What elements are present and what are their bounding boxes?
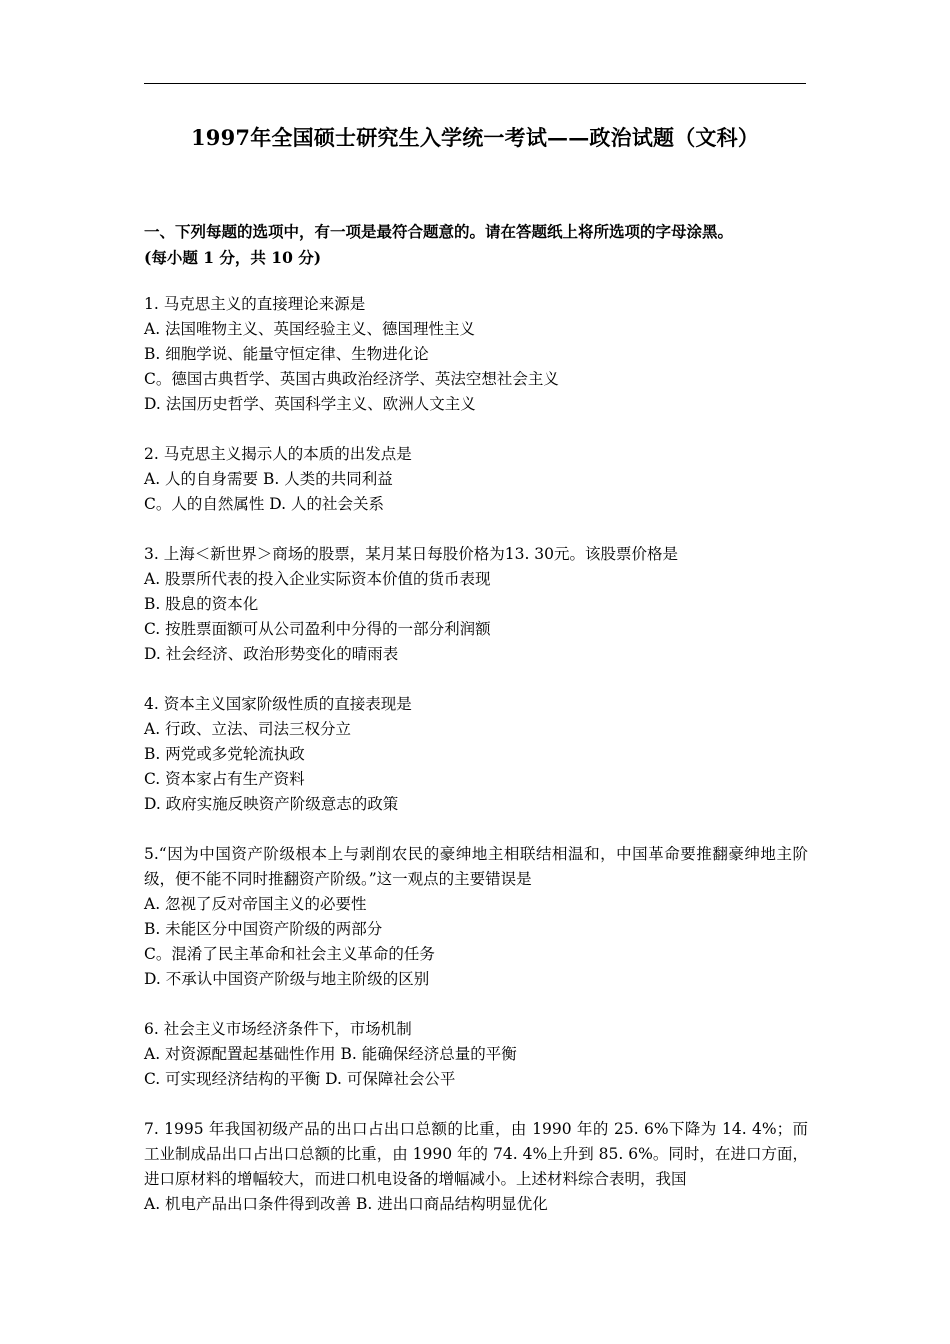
option-b: B. 两党或多党轮流执政: [144, 745, 305, 763]
option-line-ab: A. 人的自身需要 B. 人类的共同利益: [144, 470, 393, 488]
option-line-cd: C。人的自然属性 D. 人的社会关系: [144, 495, 385, 513]
instruction-line-2: (每小题 1 分，共 10 分): [144, 248, 322, 267]
option-d: D. 法国历史哲学、英国科学主义、欧洲人文主义: [144, 395, 476, 413]
question-stem: 3. 上海＜新世界＞商场的股票，某月某日每股价格为13. 30元。该股票价格是: [144, 545, 679, 563]
question-5: [144, 842, 808, 992]
instruction-line-1: 一、下列每题的选项中，有一项是最符合题意的。请在答题纸上将所选项的字母涂黑。: [144, 222, 734, 241]
question-4: [144, 692, 808, 817]
option-d: D. 政府实施反映资产阶级意志的政策: [144, 795, 399, 813]
question-stem: 1. 马克思主义的直接理论来源是: [144, 295, 366, 313]
option-a: A. 股票所代表的投入企业实际资本价值的货币表现: [144, 570, 491, 588]
option-b: B. 细胞学说、能量守恒定律、生物进化论: [144, 345, 429, 363]
option-b: B. 股息的资本化: [144, 595, 259, 613]
option-line-ab: A. 机电产品出口条件得到改善 B. 进出口商品结构明显优化: [144, 1195, 548, 1213]
option-c: C. 按胜票面额可从公司盈利中分得的一部分利润额: [144, 620, 491, 638]
question-stem: 6. 社会主义市场经济条件下，市场机制: [144, 1020, 412, 1038]
option-c: C。混淆了民主革命和社会主义革命的任务: [144, 945, 435, 963]
question-1: [144, 292, 808, 417]
question-stem: 2. 马克思主义揭示人的本质的出发点是: [144, 445, 412, 463]
question-6: [144, 1017, 808, 1092]
header-rule: [144, 83, 806, 84]
option-line-cd: C. 可实现经济结构的平衡 D. 可保障社会公平: [144, 1070, 456, 1088]
option-d: D. 社会经济、政治形势变化的晴雨表: [144, 645, 399, 663]
document-title: 1997年全国硕士研究生入学统一考试——政治试题（文科）: [190, 125, 760, 150]
question-stem: 7. 1995 年我国初级产品的出口占出口总额的比重，由 1990 年的 25. 6%下降为 14. 4%；而工业制成品出口占出口总额的比重，由 1990 年的 74. 4%上升到 85. 6%。同时，在进口方面，进口原材料的增幅较大，而进口机电设备的增幅减小。上述材料综合表明，我国: [144, 1120, 808, 1188]
question-stem: 5.“因为中国资产阶级根本上与剥削农民的豪绅地主相联结相温和，中国革命要推翻豪绅地主阶级，便不能不同时推翻资产阶级。”这一观点的主要错误是: [144, 845, 808, 888]
option-a: A. 忽视了反对帝国主义的必要性: [144, 895, 367, 913]
option-d: D. 不承认中国资产阶级与地主阶级的区别: [144, 970, 430, 988]
question-stem: 4. 资本主义国家阶级性质的直接表现是: [144, 695, 412, 713]
question-list: [144, 292, 808, 1242]
option-a: A. 行政、立法、司法三权分立: [144, 720, 352, 738]
section-one-instructions: [144, 219, 808, 271]
option-c: C。德国古典哲学、英国古典政治经济学、英法空想社会主义: [144, 370, 559, 388]
question-2: [144, 442, 808, 517]
question-3: [144, 542, 808, 667]
question-7: [144, 1117, 808, 1217]
option-c: C. 资本家占有生产资料: [144, 770, 305, 788]
option-line-ab: A. 对资源配置起基础性作用 B. 能确保经济总量的平衡: [144, 1045, 517, 1063]
option-a: A. 法国唯物主义、英国经验主义、德国理性主义: [144, 320, 476, 338]
option-b: B. 未能区分中国资产阶级的两部分: [144, 920, 383, 938]
